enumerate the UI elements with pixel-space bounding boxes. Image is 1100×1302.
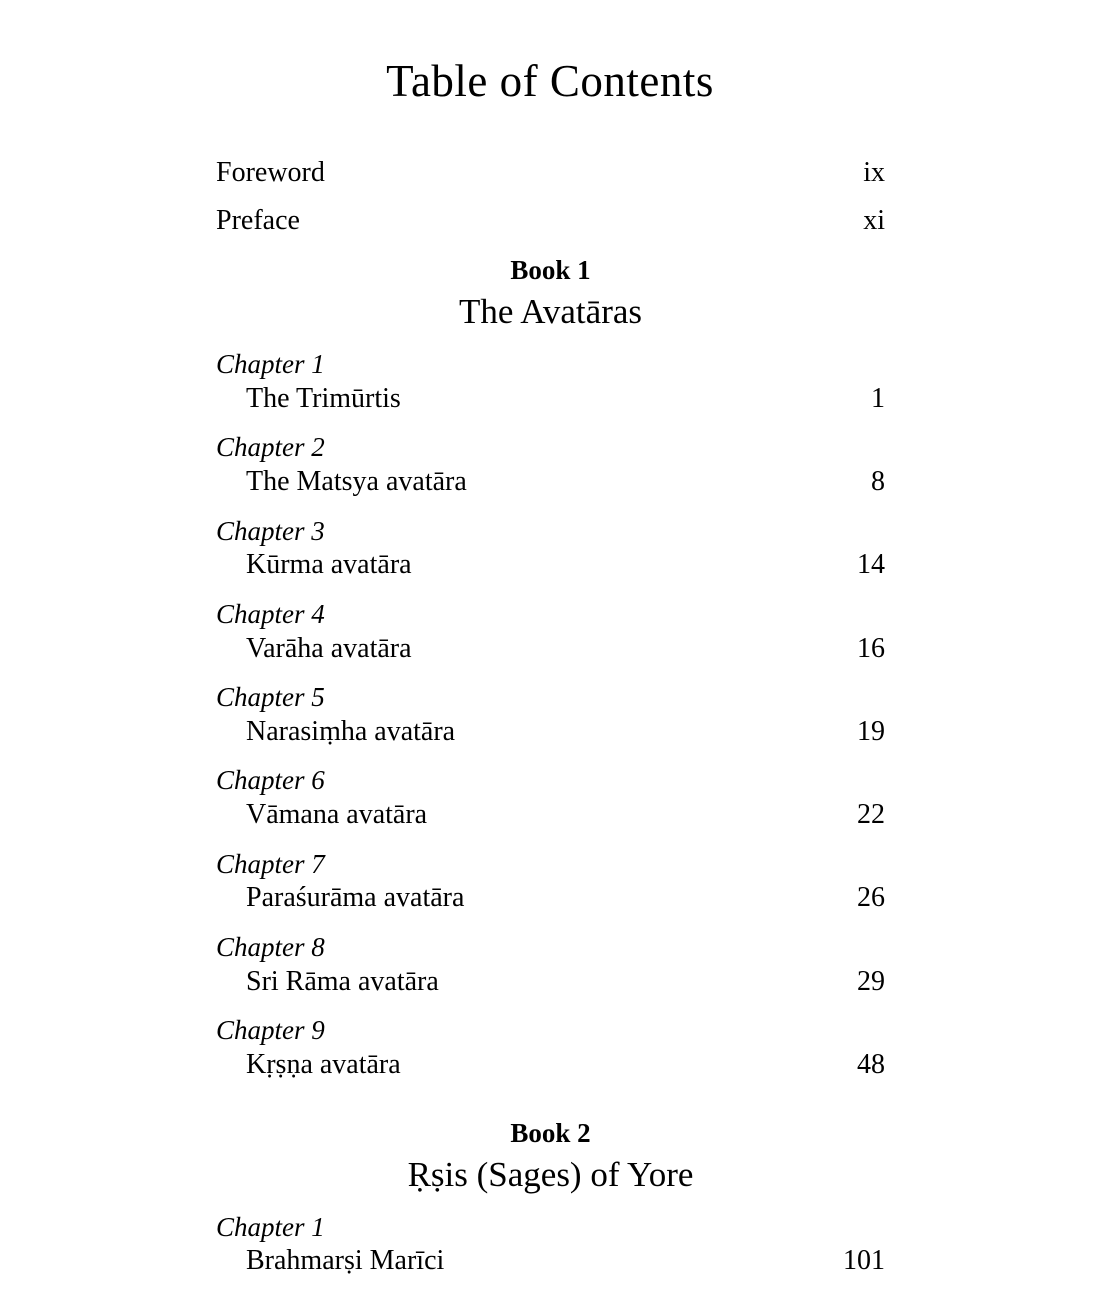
list-item[interactable] bbox=[216, 350, 885, 415]
book-title: Ṛṣis (Sages) of Yore bbox=[407, 1154, 694, 1194]
chapter-title: Brahmarṣi Marīci bbox=[246, 1245, 445, 1277]
chapter-title: Sri Rāma avatāra bbox=[246, 965, 439, 997]
chapter-label: Chapter 8 bbox=[216, 931, 325, 962]
toc-entries bbox=[0, 159, 1100, 1278]
chapter-title: The Matsya avatāra bbox=[246, 465, 467, 497]
chapter-label: Chapter 5 bbox=[216, 682, 325, 713]
spacer bbox=[216, 1082, 885, 1104]
chapter-title: The Trimūrtis bbox=[246, 382, 401, 414]
entry-label: Preface bbox=[216, 205, 300, 236]
entry-page-number: 26 bbox=[857, 882, 885, 914]
chapter-label: Chapter 1 bbox=[216, 349, 325, 379]
chapter-title: Narasiṃha avatāra bbox=[246, 715, 456, 747]
entry-page-number: 29 bbox=[857, 965, 885, 997]
list-item[interactable] bbox=[216, 683, 885, 748]
chapter-label: Chapter 7 bbox=[216, 848, 325, 879]
chapter-title: Kṛṣṇa avatāra bbox=[246, 1048, 401, 1080]
entry-page-number: xi bbox=[863, 205, 885, 236]
chapter-label: Chapter 4 bbox=[216, 598, 325, 629]
entry-page-number: 101 bbox=[843, 1245, 885, 1277]
list-item[interactable] bbox=[216, 159, 885, 187]
chapter-label: Chapter 1 bbox=[216, 1211, 325, 1242]
entry-page-number: 8 bbox=[871, 465, 885, 497]
list-item[interactable] bbox=[216, 600, 885, 665]
list-item[interactable] bbox=[216, 766, 885, 831]
book-section-2 bbox=[216, 1118, 885, 1195]
list-item[interactable] bbox=[216, 207, 885, 235]
list-item[interactable] bbox=[216, 433, 885, 498]
chapter-title: Kūrma avatāra bbox=[246, 549, 412, 581]
entry-page-number: ix bbox=[863, 157, 885, 188]
book-label: Book 1 bbox=[510, 255, 591, 285]
chapter-title: Varāha avatāra bbox=[246, 632, 412, 664]
entry-page-number: 16 bbox=[857, 632, 885, 664]
list-item[interactable] bbox=[216, 850, 885, 915]
list-item[interactable] bbox=[216, 1213, 885, 1278]
book-section-1 bbox=[216, 255, 885, 332]
entry-label: Foreword bbox=[216, 157, 325, 188]
list-item[interactable] bbox=[216, 1016, 885, 1081]
entry-page-number: 14 bbox=[857, 549, 885, 581]
chapter-label: Chapter 9 bbox=[216, 1015, 325, 1046]
list-item[interactable] bbox=[216, 517, 885, 582]
chapter-title: Vāmana avatāra bbox=[246, 799, 428, 831]
entry-page-number: 1 bbox=[871, 382, 885, 414]
entry-page-number: 19 bbox=[857, 715, 885, 747]
chapter-title: Paraśurāma avatāra bbox=[246, 882, 465, 914]
chapter-label: Chapter 6 bbox=[216, 765, 325, 796]
book-label: Book 2 bbox=[510, 1117, 591, 1148]
list-item[interactable] bbox=[216, 933, 885, 998]
entry-page-number: 48 bbox=[857, 1048, 885, 1080]
chapter-label: Chapter 2 bbox=[216, 432, 325, 463]
page-title: Table of Contents bbox=[386, 56, 714, 106]
entry-page-number: 22 bbox=[857, 799, 885, 831]
chapter-label: Chapter 3 bbox=[216, 515, 325, 546]
book-title: The Avatāras bbox=[458, 292, 642, 331]
